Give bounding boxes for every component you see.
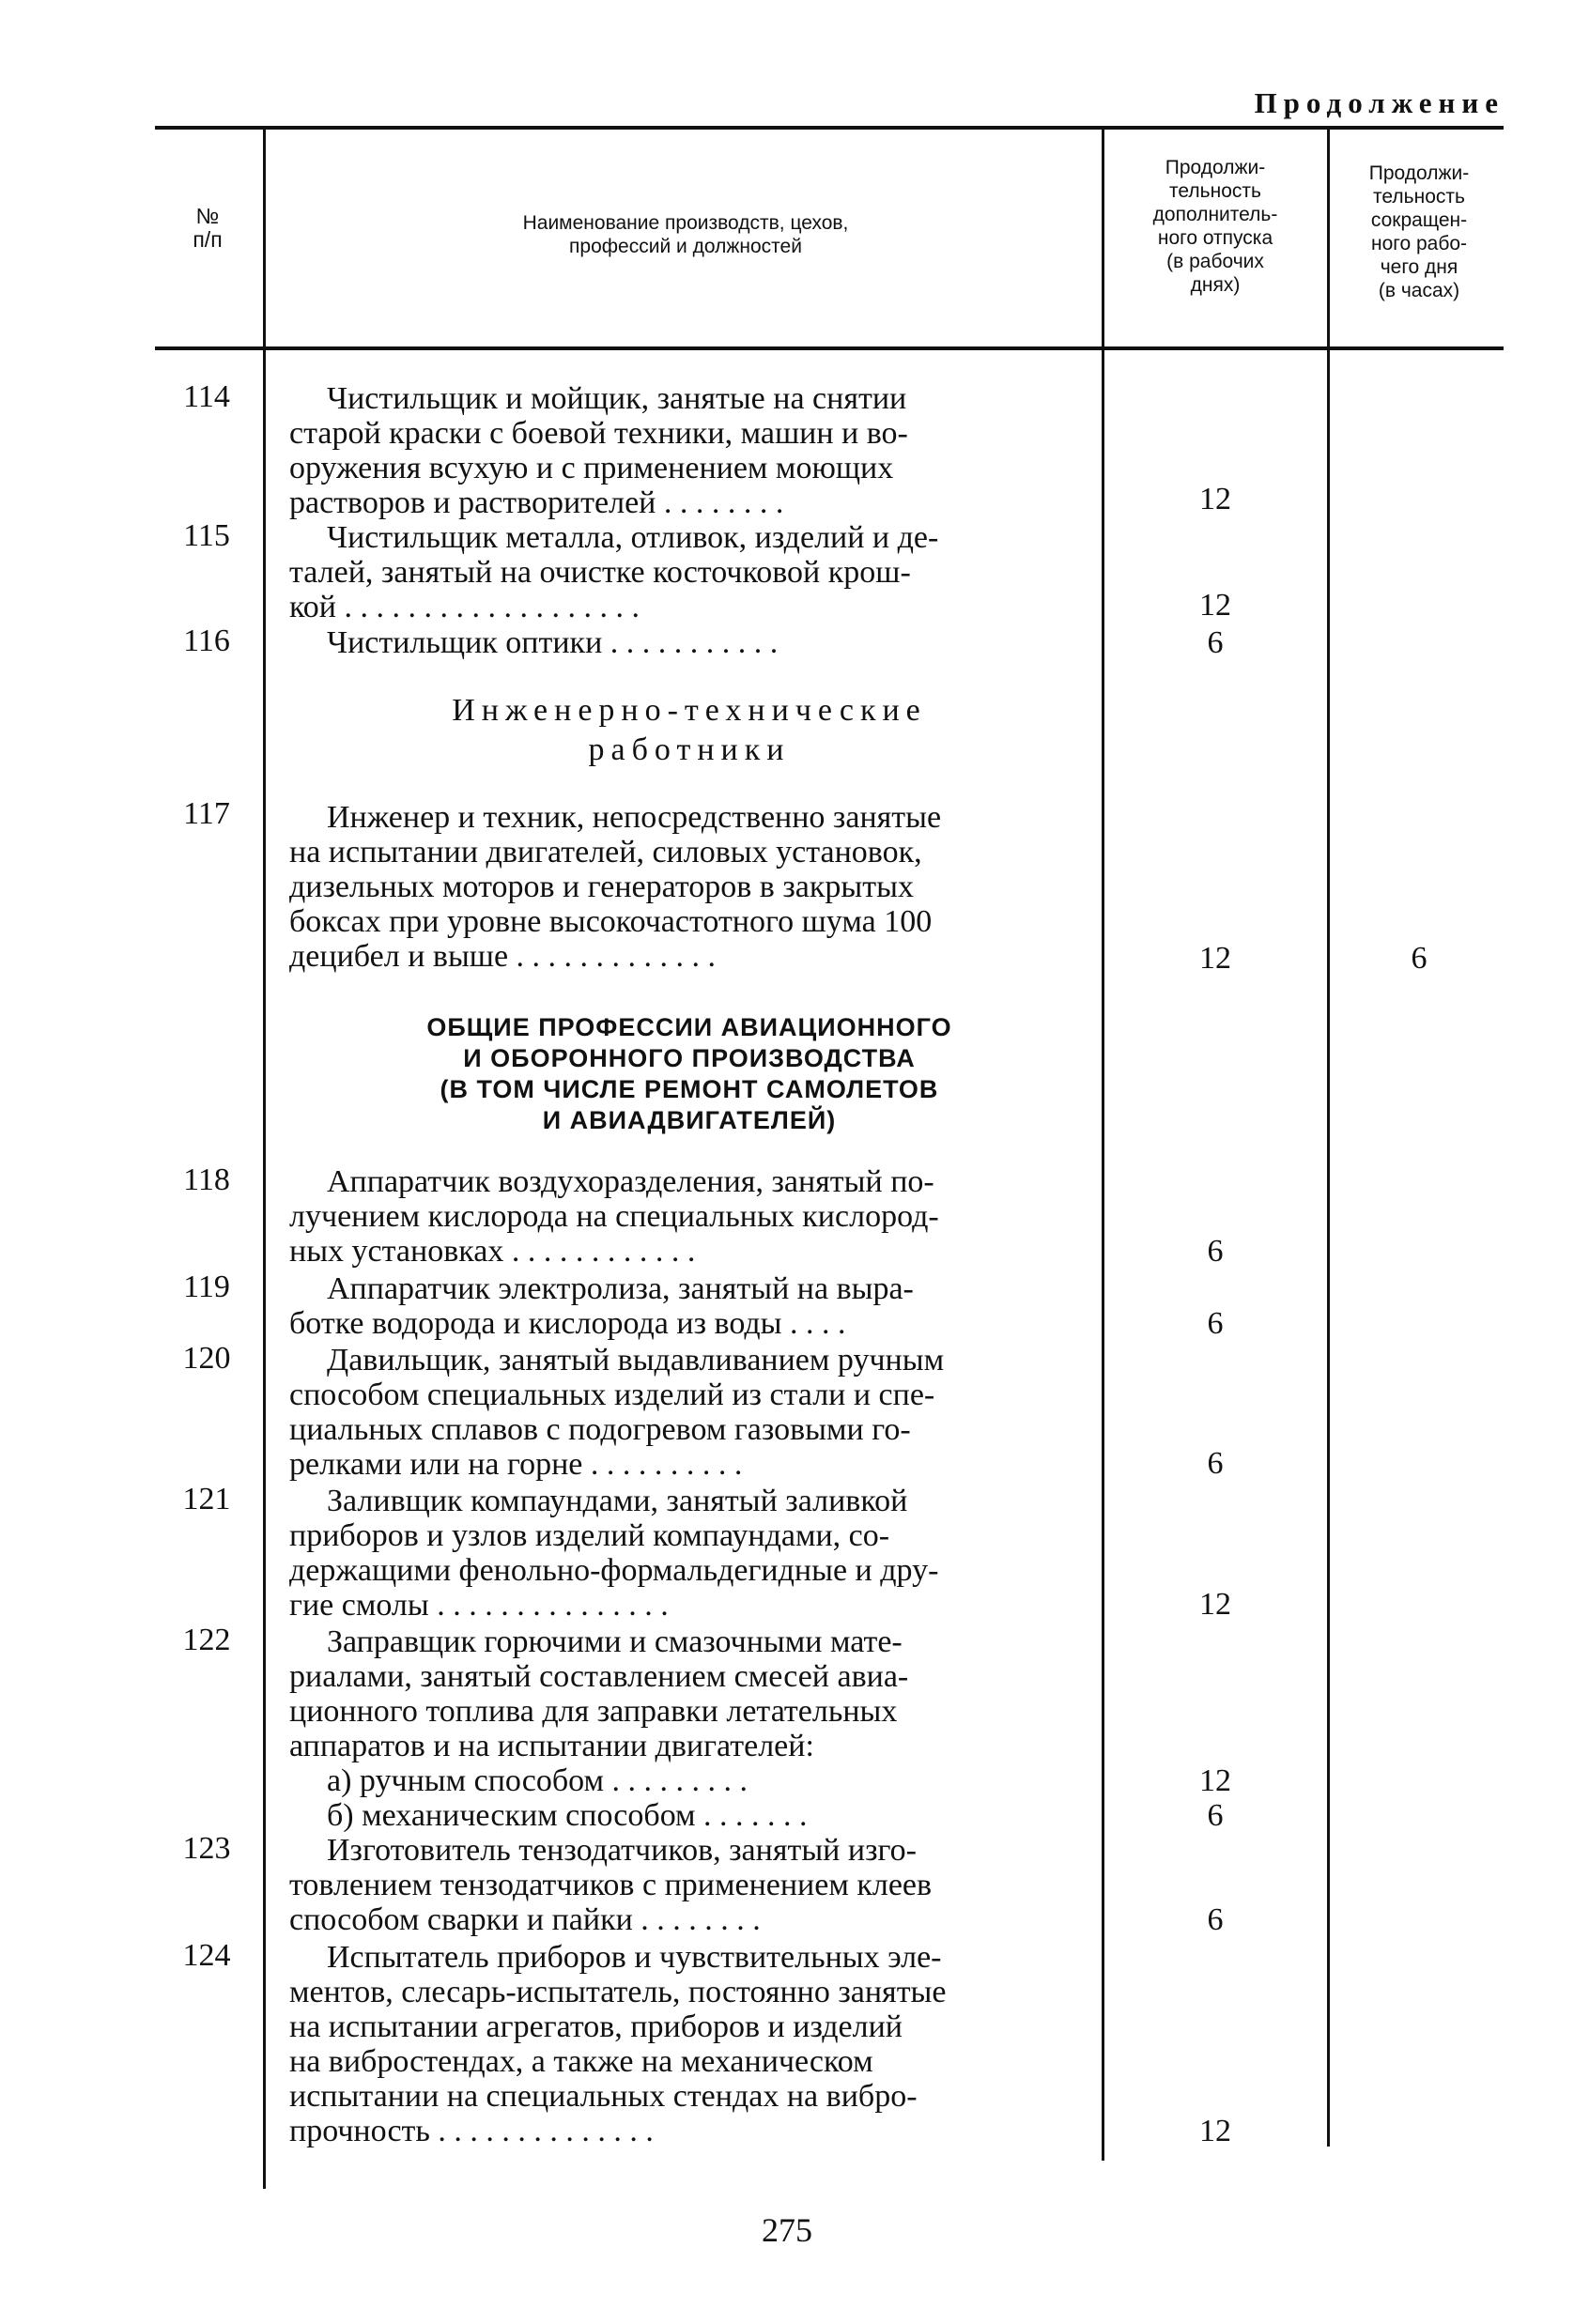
leave-value: 12 [1199, 1587, 1231, 1622]
row-line: релками или на горне . . . . . . . . . . [289, 1447, 743, 1482]
row-description [289, 520, 1089, 624]
row-description [289, 1833, 1089, 1937]
column-header-leave: Продолжи- тельность дополнитель- ного отпуска (в рабочих днях) [1152, 157, 1278, 296]
column-header-short-day: Продолжи- тельность сокращен- ного рабо- чего дня (в часах) [1368, 162, 1470, 301]
row-description [289, 800, 1089, 974]
leave-value: 6 [1207, 1446, 1224, 1481]
row-description [289, 625, 1089, 660]
row-line: Чистильщик и мойщик, занятые на снятии [327, 381, 907, 416]
row-line: Аппаратчик воздухоразделения, занятый по- [327, 1164, 934, 1199]
row-number: 124 [182, 1938, 231, 1973]
row-line: ментов, слесарь-испытатель, постоянно занятые [289, 1975, 947, 2009]
row-line: Испытатель приборов и чувствительных эле- [327, 1940, 942, 1975]
row-line: способом сварки и пайки . . . . . . . . [289, 1902, 761, 1937]
row-line: оружения всухую и с применением моющих [289, 451, 894, 485]
leave-value: 6 [1207, 625, 1224, 660]
row-line: Чистильщик оптики . . . . . . . . . . . [327, 625, 779, 660]
page-number: 275 [762, 2211, 812, 2249]
row-subitem-a: а) ручным способом . . . . . . . . . [327, 1763, 748, 1798]
row-line: дизельных моторов и генераторов в закрытых [289, 870, 914, 904]
row-line: Давильщик, занятый выдавливанием ручным [327, 1343, 945, 1377]
leave-value: 12 [1199, 1763, 1231, 1798]
leave-value: 12 [1199, 2114, 1231, 2148]
row-number: 121 [182, 1482, 231, 1516]
row-description [289, 381, 1089, 520]
column-header-name: Наименование производств, цехов, профессий и должностей [522, 212, 849, 257]
row-number: 120 [182, 1341, 231, 1376]
row-line: Аппаратчик электролиза, занятый на выра- [327, 1271, 914, 1306]
row-number: 114 [183, 379, 230, 414]
continuation-label: Продолжение [1254, 86, 1505, 119]
leave-value: 12 [1199, 588, 1231, 623]
row-line: риалами, занятый составлением смесей авиа- [289, 1659, 909, 1694]
leave-value: 12 [1199, 482, 1231, 516]
row-number: 122 [182, 1623, 231, 1657]
row-line: держащими фенольно-формальдегидные и дру- [289, 1553, 939, 1588]
header-top-rule [155, 126, 1504, 130]
row-line: приборов и узлов изделий компаундами, со- [289, 1518, 890, 1553]
row-line: кой . . . . . . . . . . . . . . . . . . . [289, 590, 640, 624]
column-header-number: № п/п [193, 204, 223, 252]
row-line: Инженер и техник, непосредственно занятые [327, 800, 942, 835]
row-number: 118 [183, 1162, 230, 1197]
leave-value: 6 [1207, 1798, 1224, 1833]
column-divider-2 [1102, 128, 1104, 2161]
row-line: Заливщик компаундами, занятый заливкой [327, 1484, 908, 1518]
row-line: Заправщик горючими и смазочными мате- [327, 1624, 903, 1659]
row-line: способом специальных изделий из стали и спе- [289, 1377, 935, 1412]
row-subitem-b: б) механическим способом . . . . . . . [327, 1798, 808, 1833]
row-description [289, 1624, 1089, 1833]
row-line: на испытании агрегатов, приборов и изделий [289, 2009, 903, 2044]
header-bottom-rule [155, 346, 1504, 350]
row-line: гие смолы . . . . . . . . . . . . . . . [289, 1588, 669, 1623]
row-line: ционного топлива для заправки летательных [289, 1694, 898, 1729]
column-divider-3 [1327, 128, 1330, 2147]
row-description [289, 1343, 1089, 1482]
row-description [289, 1164, 1089, 1269]
row-line: прочность . . . . . . . . . . . . . . [289, 2114, 654, 2148]
row-line: циальных сплавов с подогревом газовыми го- [289, 1412, 911, 1447]
short-day-value: 6 [1411, 941, 1427, 976]
leave-value: 6 [1207, 1234, 1224, 1269]
row-description [289, 1271, 1089, 1341]
row-line: ных установках . . . . . . . . . . . . [289, 1234, 696, 1269]
row-number: 116 [183, 623, 230, 658]
row-line: лучением кислорода на специальных кислород- [289, 1199, 939, 1234]
row-number: 115 [183, 518, 230, 553]
leave-value: 6 [1207, 1306, 1224, 1341]
row-line: боксах при уровне высокочастотного шума 100 [289, 904, 933, 939]
leave-value: 12 [1199, 941, 1231, 976]
row-line: испытании на специальных стендах на вибро- [289, 2079, 918, 2114]
row-line: децибел и выше . . . . . . . . . . . . . [289, 939, 717, 974]
row-line: товлением тензодатчиков с применением клеев [289, 1868, 933, 1902]
row-line: старой краски с боевой техники, машин и во- [289, 416, 908, 451]
row-line: талей, занятый на очистке косточковой крош- [289, 555, 911, 590]
row-line: растворов и растворителей . . . . . . . . [289, 485, 784, 520]
row-number: 119 [183, 1270, 230, 1304]
row-line: на испытании двигателей, силовых установок, [289, 835, 922, 870]
row-line: аппаратов и на испытании двигателей: [289, 1729, 814, 1763]
leave-value: 6 [1207, 1902, 1224, 1937]
row-line: Чистильщик металла, отливок, изделий и де- [327, 520, 939, 555]
row-number: 123 [182, 1831, 231, 1866]
column-divider-1 [263, 128, 266, 2189]
section-heading-engineering: Инженерно-технические работники [452, 693, 927, 767]
row-line: на вибростендах, а также на механическом [289, 2044, 873, 2079]
row-description [289, 1484, 1089, 1623]
row-number: 117 [183, 796, 230, 831]
row-line: Изготовитель тензодатчиков, занятый изго- [327, 1833, 917, 1868]
row-description [289, 1940, 1089, 2148]
row-line: ботке водорода и кислорода из воды . . . . [289, 1306, 846, 1341]
section-heading-aviation: ОБЩИЕ ПРОФЕССИИ АВИАЦИОННОГО И ОБОРОННОГО ПРОИЗВОДСТВА (В ТОМ ЧИСЛЕ РЕМОНТ САМОЛЕТОВ И АВИАДВИГАТЕЛЕЙ) [426, 1013, 952, 1134]
